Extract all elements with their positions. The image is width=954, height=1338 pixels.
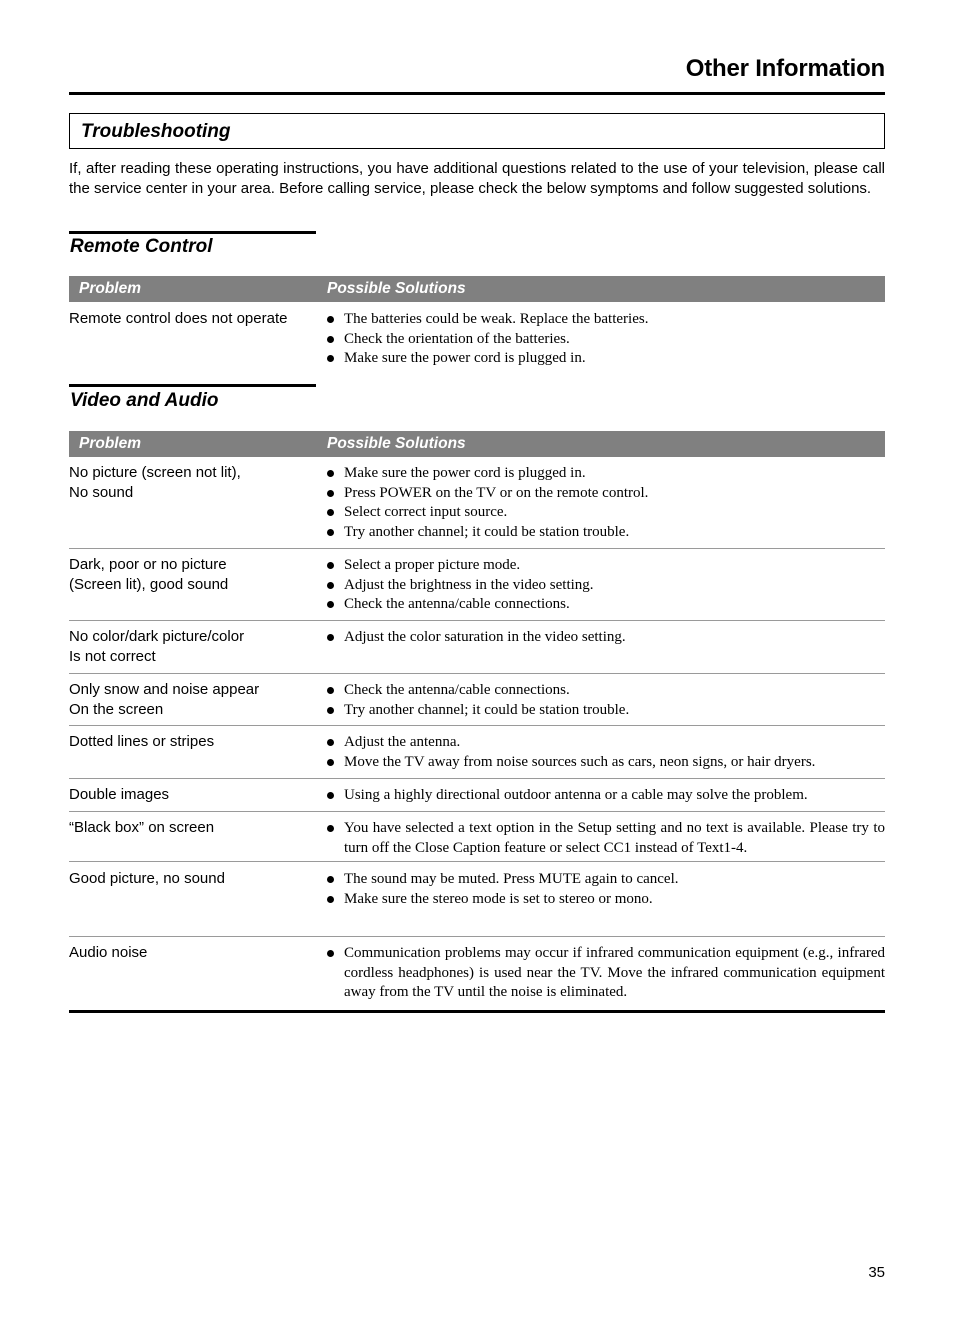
bullet-icon — [327, 490, 334, 497]
row-divider — [69, 936, 885, 937]
bullet-icon — [327, 601, 334, 608]
problem-cell — [69, 869, 314, 889]
solution-text: Make sure the power cord is plugged in. — [344, 350, 586, 366]
problem-text: No color/dark picture/color — [69, 628, 245, 645]
problem-cell — [69, 555, 314, 595]
problem-text: Double images — [69, 786, 170, 803]
bullet-icon — [327, 825, 334, 832]
remote-table-header — [69, 276, 885, 302]
bullet-icon — [327, 950, 334, 957]
solution-item — [327, 890, 885, 910]
problem-cell — [69, 732, 314, 752]
problem-cell — [69, 785, 314, 805]
solution-item — [327, 576, 885, 596]
solution-item — [327, 733, 885, 753]
bullet-icon — [327, 707, 334, 714]
problem-text: No sound — [69, 484, 134, 501]
solutions-list — [327, 681, 885, 720]
bullet-icon — [327, 316, 334, 323]
solution-text: Make sure the power cord is plugged in. — [344, 465, 586, 481]
problem-cell — [69, 680, 314, 720]
solution-text: Move the TV away from noise sources such as cars, neon signs, or hair dryers. — [344, 753, 816, 770]
problem-text: Remote control does not operate — [69, 310, 288, 327]
solution-item — [327, 701, 885, 721]
solution-item — [327, 753, 885, 773]
solution-item — [327, 464, 885, 484]
bullet-icon — [327, 509, 334, 516]
solution-text: The batteries could be weak. Replace the batteries. — [344, 311, 649, 327]
header-rule — [69, 92, 885, 95]
remote-section-title: Remote Control — [70, 236, 213, 257]
bullet-icon — [327, 470, 334, 477]
problem-text: Audio noise — [69, 944, 148, 961]
solution-item — [327, 681, 885, 701]
solution-text: Make sure the stereo mode is set to stereo or mono. — [344, 890, 653, 907]
solution-item — [327, 310, 885, 330]
problem-text: No picture (screen not lit), — [69, 464, 241, 481]
problem-cell — [69, 818, 314, 838]
bullet-icon — [327, 336, 334, 343]
video-table-header — [69, 431, 885, 457]
row-divider — [69, 620, 885, 621]
page-header-title: Other Information — [685, 55, 885, 82]
solutions-list — [327, 310, 885, 369]
problem-cell — [69, 627, 314, 667]
solution-item — [327, 523, 885, 543]
solution-text: Adjust the antenna. — [344, 734, 461, 750]
solution-text: Try another channel; it could be station trouble. — [344, 523, 630, 540]
video-section-title: Video and Audio — [70, 390, 219, 411]
section-title-box — [69, 113, 885, 149]
solution-item — [327, 349, 885, 369]
solution-item — [327, 595, 885, 615]
solution-text: Communication problems may occur if infrared communication equipment (e.g., infrared cordless headphones) is used near the TV. Move the infrared communication equipment away from the TV until the noise is eliminated. — [344, 945, 885, 1000]
solution-item — [327, 819, 885, 858]
intro-paragraph: If, after reading these operating instructions, you have additional questions related to the use of your television, please call the service center in your area. Before calling service, please check the below symptoms and follow suggested solutions. — [69, 160, 885, 197]
solution-text: Check the antenna/cable connections. — [344, 682, 570, 698]
solutions-list — [327, 870, 885, 909]
col-header-problem: Problem — [79, 280, 142, 297]
bullet-icon — [327, 792, 334, 799]
solution-item — [327, 484, 885, 504]
bullet-icon — [327, 562, 334, 569]
col-header-solutions: Possible Solutions — [327, 435, 466, 452]
col-header-solutions: Possible Solutions — [327, 280, 466, 297]
bullet-icon — [327, 687, 334, 694]
solution-text: Check the antenna/cable connections. — [344, 596, 570, 612]
bullet-icon — [327, 876, 334, 883]
solution-text: Adjust the color saturation in the video setting. — [344, 629, 626, 645]
row-divider — [69, 778, 885, 779]
row-divider — [69, 811, 885, 812]
row-divider — [69, 673, 885, 674]
bullet-icon — [327, 355, 334, 362]
problem-text: On the screen — [69, 701, 164, 718]
video-section-rule — [69, 384, 316, 387]
row-divider — [69, 861, 885, 862]
bullet-icon — [327, 582, 334, 589]
problem-text: Dotted lines or stripes — [69, 733, 215, 750]
problem-text: Only snow and noise appear — [69, 681, 260, 698]
solution-text: Select correct input source. — [344, 504, 508, 520]
solutions-list — [327, 464, 885, 542]
row-divider — [69, 725, 885, 726]
bullet-icon — [327, 739, 334, 746]
page-number: 35 — [868, 1264, 885, 1281]
problem-cell — [69, 943, 314, 963]
solutions-list — [327, 628, 885, 648]
problem-text: “Black box” on screen — [69, 819, 215, 836]
solution-text: Using a highly directional outdoor antenna or a cable may solve the problem. — [344, 787, 808, 803]
bullet-icon — [327, 529, 334, 536]
table-bottom-rule — [69, 1010, 885, 1013]
bullet-icon — [327, 759, 334, 766]
solutions-list — [327, 733, 885, 772]
solution-item — [327, 503, 885, 523]
solution-item — [327, 330, 885, 350]
col-header-problem: Problem — [79, 435, 142, 452]
solutions-list — [327, 819, 885, 858]
remote-section-rule — [69, 231, 316, 234]
row-divider — [69, 548, 885, 549]
solution-text: Check the orientation of the batteries. — [344, 330, 570, 347]
problem-text: Good picture, no sound — [69, 870, 225, 887]
problem-text: (Screen lit), good sound — [69, 576, 229, 593]
solution-item — [327, 628, 885, 648]
solution-text: Adjust the brightness in the video setting. — [344, 576, 594, 593]
solution-item — [327, 870, 885, 890]
section-title: Troubleshooting — [81, 121, 231, 142]
solution-item — [327, 944, 885, 1003]
solution-text: The sound may be muted. Press MUTE again to cancel. — [344, 871, 679, 887]
solution-item — [327, 556, 885, 576]
solutions-list — [327, 944, 885, 1003]
problem-text: Dark, poor or no picture — [69, 556, 227, 573]
problem-text: Is not correct — [69, 648, 156, 665]
solution-text: Try another channel; it could be station trouble. — [344, 701, 630, 718]
solution-text: Press POWER on the TV or on the remote control. — [344, 484, 649, 501]
solution-text: Select a proper picture mode. — [344, 557, 521, 573]
solution-item — [327, 786, 885, 806]
bullet-icon — [327, 634, 334, 641]
solutions-list — [327, 786, 885, 806]
problem-cell — [69, 463, 314, 503]
problem-cell — [69, 309, 314, 329]
solution-text: You have selected a text option in the Setup setting and no text is available. Please try to turn off the Close Caption feature or select CC1 instead of Text1-4. — [344, 820, 885, 856]
solutions-list — [327, 556, 885, 615]
bullet-icon — [327, 896, 334, 903]
